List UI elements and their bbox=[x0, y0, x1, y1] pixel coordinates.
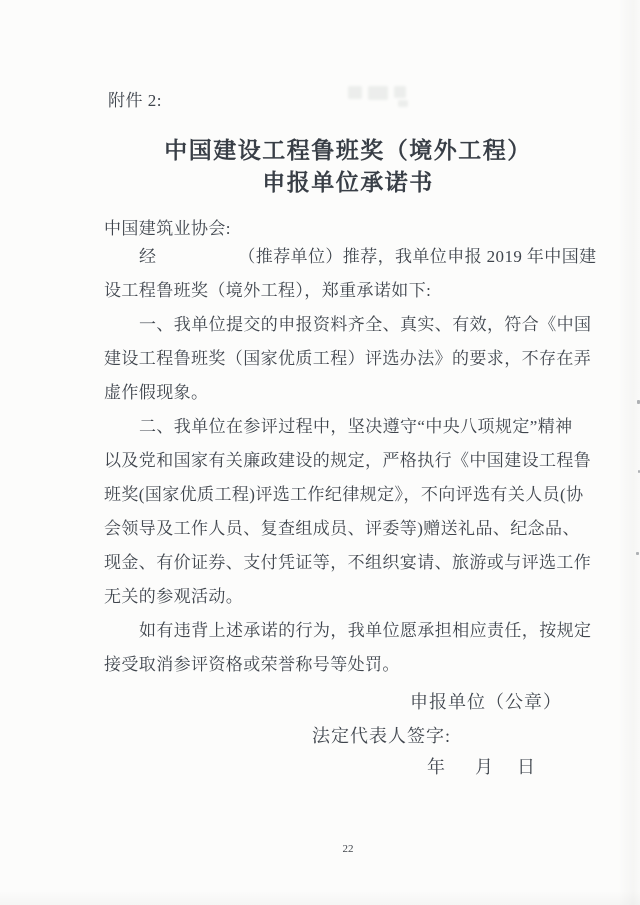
body-line: 建设工程鲁班奖（国家优质工程）评选办法》的要求，不存在弄 bbox=[104, 349, 592, 368]
applicant-seal-line: 申报单位（公章） bbox=[410, 692, 562, 712]
scan-speck bbox=[636, 552, 639, 555]
body-text bbox=[104, 240, 597, 682]
page-number: 22 bbox=[342, 843, 354, 855]
body-line: 以及党和国家有关廉政建设的规定，严格执行《中国建设工程鲁 bbox=[104, 451, 592, 470]
date-line bbox=[104, 753, 592, 777]
date-month-label: 月 bbox=[475, 757, 493, 777]
attachment-label: 附件 2: bbox=[108, 91, 162, 110]
document-title-line2: 申报单位承诺书 bbox=[262, 170, 434, 195]
date-day-label: 日 bbox=[517, 757, 535, 777]
body-line: 一、我单位提交的申报资料齐全、真实、有效，符合《中国 bbox=[139, 315, 592, 334]
date-year-label: 年 bbox=[427, 757, 445, 777]
body-line: 班奖(国家优质工程)评选工作纪律规定》，不向评选有关人员(协 bbox=[104, 485, 584, 504]
salutation: 中国建筑业协会: bbox=[104, 219, 231, 238]
scan-edge-shade bbox=[618, 0, 640, 905]
body-line: 无关的参观活动。 bbox=[104, 587, 244, 606]
body-line: 二、我单位在参评过程中，坚决遵守“中央八项规定”精神 bbox=[139, 417, 573, 436]
intro-prefix: 经 bbox=[139, 247, 157, 266]
body-line: 现金、有价证券、支付凭证等，不组织宴请、旅游或与评选工作 bbox=[104, 553, 592, 572]
body-line: 设工程鲁班奖（境外工程），郑重承诺如下: bbox=[104, 281, 432, 300]
document-content bbox=[104, 0, 597, 905]
body-line: 接受取消参评资格或荣誉称号等处罚。 bbox=[104, 655, 400, 674]
document-title-line1: 中国建设工程鲁班奖（境外工程） bbox=[164, 138, 532, 163]
body-line: 虚作假现象。 bbox=[104, 383, 209, 402]
intro-rest: （推荐单位）推荐，我单位申报 2019 年中国建 bbox=[238, 247, 597, 266]
body-line-intro bbox=[104, 240, 597, 274]
body-line: 如有违背上述承诺的行为，我单位愿承担相应责任，按规定 bbox=[139, 621, 592, 640]
recommending-unit-blank bbox=[156, 261, 238, 262]
body-line: 会领导及工作人员、复查组成员、评委等)赠送礼品、纪念品、 bbox=[104, 519, 580, 538]
legal-representative-line: 法定代表人签字: bbox=[312, 726, 452, 746]
